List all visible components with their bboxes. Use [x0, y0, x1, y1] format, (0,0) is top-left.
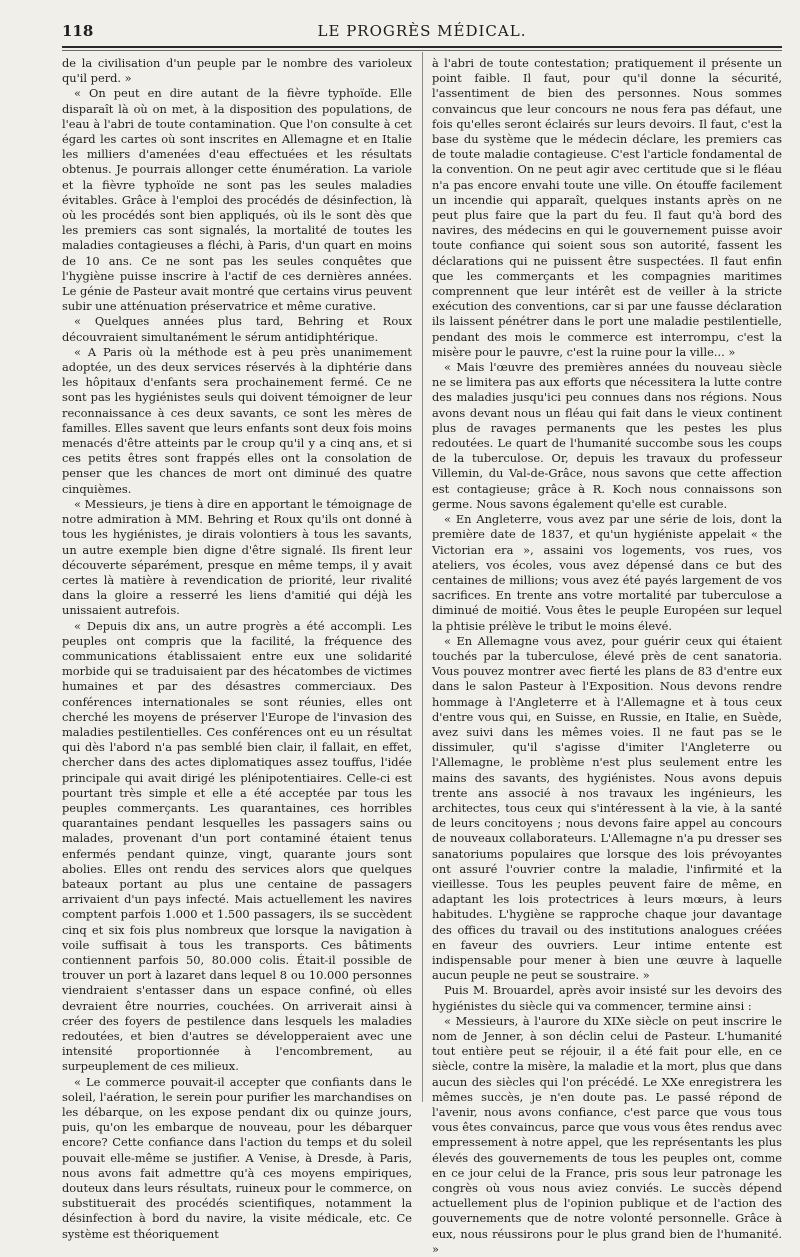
paragraph: « Depuis dix ans, un autre progrès a été accompli. Les peuples ont compris que la facilité, la fréquence des communications établissaient entre eux une solidarité morbide qui se traduisaient par des hécatombes de victimes humaines et par des désastres commerciaux. Des conférences internationales se sont réunies, elles ont cherché les moyens de préserver l'Europe de l'invasion des maladies pestilentielles. Ces conférences ont eu un résultat qui dès l'abord n'a pas semblé bien clair, il fallait, en effet, chercher dans des actes diplomatiques assez touffus, l'idée principale qui avait dirigé les plénipotentiaires. Celle-ci est pourtant très simple et elle a été acceptée par tous les peuples commerçants. Les quarantaines, ces horribles quarantaines pendant lesquelles les passagers sains ou malades, provenant d'un port contaminé étaient tenus enfermés pendant quinze, vingt, quarante jours sont abolies. Elles ont rendu des services alors que quelques bateaux portant au plus une centaine de passagers arrivaient d'un pays infecté. Mais actuellement les navires comptent parfois 1.000 et 1.500 passagers, ils se succèdent cinq et six fois plus nombreux que lorsque la navigation à voile suffisait à tous les transports. Ces bâtiments contiennent parfois 50, 80.000 colis. Était-il possible de trouver un port à lazaret dans lequel 8 ou 10.000 personnes viendraient s'entasser dans un espace confiné, où elles devraient être nourries, couchées. On arriverait ainsi à créer des foyers de pestilence dans lesquels les maladies redoutées, et bien d'autres se développeraient avec une intensité proportionnée à l'encombrement, au surpeuplement de ces milieux.: [62, 618, 412, 1074]
page-number: 118: [62, 22, 94, 40]
paragraph: « Messieurs, je tiens à dire en apportant le témoignage de notre admiration à MM. Behring et Roux qu'ils ont donné à tous les hygiénistes, je dirais volontiers à tous les savants, un autre exemple bien digne d'être signalé. Ils firent leur découverte séparément, presque en même temps, il y avait certes là matière à revendication de priorité, leur rivalité dans la gloire a resserré les liens d'amitié qui déjà les unissaient autrefois.: [62, 496, 412, 618]
header-rule: [62, 46, 782, 48]
paragraph: à l'abri de toute contestation; pratiquement il présente un point faible. Il faut, pour qu'il donne la sécurité, l'assentiment de bien des personnes. Nous sommes convaincus que leur concours ne nous fera pas défaut, une fois qu'elles seront éclairés sur leurs devoirs. Il faut, c'est la base du système que le médecin déclare, les premiers cas de toute maladie contagieuse. C'est l'article fondamental de la convention. On ne peut agir avec certitude que si le fléau n'a pas encore envahi toute une ville. On étouffe facilement un incendie qui apparaît, quelques instants après on ne peut plus faire que la part du feu. Il faut qu'à bord des navires, des médecins en qui le gouvernement puisse avoir toute confiance qui soient sous son autorité, fassent les déclarations qui ne puissent être suspectées. Il faut enfin que les commerçants et les compagnies maritimes comprennent que leur intérêt est de veiller à la stricte exécution des conventions, car si par une fausse déclaration ils laissent pénétrer dans le port une maladie pestilentielle, pendant des mois le commerce est interrompu, c'est la misère pour le pauvre, c'est la ruine pour la ville... »: [432, 56, 782, 359]
running-head: LE PROGRÈS MÉDICAL.: [317, 22, 527, 40]
left-column: [62, 56, 412, 1241]
paragraph: Puis M. Brouardel, après avoir insisté sur les devoirs des hygiénistes du siècle qui va commencer, termine ainsi :: [432, 983, 782, 1013]
paragraph: « Le commerce pouvait-il accepter que confiants dans le soleil, l'aération, le serein pour purifier les marchandises on les débarque, on les expose pendant dix ou quinze jours, puis, qu'on les embarque de nouveau, pour les débarquer encore? Cette confiance dans l'action du temps et du soleil pouvait elle-même se justifier. A Venise, à Dresde, à Paris, nous avons fait admettre qu'à ces moyens empiriques, douteux dans leurs résultats, ruineux pour le commerce, on substituerait des procédés scientifiques, notamment la désinfection à bord du navire, la visite médicale, etc. Ce système est théoriquement: [62, 1074, 412, 1241]
paragraph: « Quelques années plus tard, Behring et Roux découvraient simultanément le sérum antidiphtérique.: [62, 314, 412, 344]
paragraph: « En Angleterre, vous avez par une série de lois, dont la première date de 1837, et qu'un hygiéniste appelait « the Victorian era », assaini vos logements, vos rues, vos ateliers, vos écoles, vous avez dépensé dans ce but des centaines de millions; vous avez été payés largement de vos sacrifices. En trente ans votre mortalité par tuberculose a diminué de moitié. Vous êtes le peuple Européen sur lequel la phtisie prélève le tribut le moins élevé.: [432, 512, 782, 633]
paragraph: « A Paris où la méthode est à peu près unanimement adoptée, un des deux services réservés à la diphtérie dans les hôpitaux d'enfants sera prochainement fermé. Ce ne sont pas les hygiénistes seuls qui doivent témoigner de leur reconnaissance à ces deux savants, ce sont les mères de familles. Elles savent que leurs enfants sont deux fois moins menacés d'être atteints par le croup qu'il y a cinq ans, et si ces petits êtres sont frappés elles ont la consolation de penser que les chances de mort ont diminué des quatre cinquièmes.: [62, 344, 412, 496]
paragraph: « En Allemagne vous avez, pour guérir ceux qui étaient touchés par la tuberculose, élevé près de cent sanatoria. Vous pouvez montrer avec fierté les plans de 83 d'entre eux dans le salon Pasteur à l'Exposition. Nous devons rendre hommage à l'Angleterre et à l'Allemagne et à tous ceux d'entre vous qui, en Suisse, en Russie, en Italie, en Suède, avez suivi dans les mêmes voies. Il ne faut pas se le dissimuler, qu'il s'agisse d'imiter l'Angleterre ou l'Allemagne, le problème n'est plus seulement entre les mains des savants, des hygiénistes. Nous avons depuis trente ans associé à nos travaux les ingénieurs, les architectes, tous ceux qui s'intéressent à la vie, à la santé de leurs concitoyens ; nous devons faire appel au concours de nouveaux collaborateurs. L'Allemagne n'a pu dresser ses sanatoriums populaires que lorsque des lois prévoyantes ont assuré l'ouvrier contre la maladie, l'infirmité et la vieillesse. Tous les peuples peuvent faire de même, en adaptant les lois protectrices à leurs mœurs, à leurs habitudes. L'hygiène se rapproche chaque jour davantage des offices du travail ou des institutions analogues créées en faveur des ouvriers. Leur intime entente est indispensable pour mener à bien une œuvre à laquelle aucun peuple ne peut se soustraire. »: [432, 633, 782, 983]
page-header: [62, 22, 782, 44]
paragraph: « Messieurs, à l'aurore du XIXe siècle on peut inscrire le nom de Jenner, à son déclin celui de Pasteur. L'humanité tout entière peut se réjouir, il a été fait pour elle, en ce siècle, contre la misère, la maladie et la mort, plus que dans aucun des siècles qui l'on précédé. Le XXe enregistrera les mêmes succès, je n'en doute pas. Le passé répond de l'avenir, nous avons confiance, c'est parce que vous tous vous êtes convaincus, parce que vous vous êtes rendus avec empressement à notre appel, que les représentants les plus élevés des gouvernements de tous les peuples ont, comme en ce jour celui de la France, pris sous leur patronage les congrès où vous nous aviez conviés. Le succès dépend actuellement plus de l'opinion publique et de l'action des gouvernements que de notre volonté personnelle. Grâce à eux, nous réussirons pour le plus grand bien de l'humanité. »: [432, 1013, 782, 1256]
paragraph: « On peut en dire autant de la fièvre typhoïde. Elle disparaît là où on met, à la disposition des populations, de l'eau à l'abri de toute contamination. Que l'on consulte à cet égard les cartes où sont inscrites en Allemagne et en Italie les milliers d'amenées d'eau effectuées et les résultats obtenus. Je pourrais allonger cette énumération. La variole et la fièvre typhoïde ne sont pas les seules maladies évitables. Grâce à l'emploi des procédés de désinfection, là où les procédés sont bien appliqués, où ils le sont dès que les premiers cas sont signalés, la mortalité de toutes les maladies contagieuses a fléchi, à Paris, d'un quart en moins de 10 ans. Ce ne sont pas les seules conquêtes que l'hygiène puisse inscrire à l'actif de ces dernières années. Le génie de Pasteur avait montré que certains virus peuvent subir une atténuation préservatrice et même curative.: [62, 86, 412, 314]
column-divider: [422, 52, 423, 1102]
right-column: [432, 56, 782, 1256]
paragraph: « Mais l'œuvre des premières années du nouveau siècle ne se limitera pas aux efforts que nécessitera la lutte contre des maladies jusqu'ici peu connues dans nos régions. Nous avons devant nous un fléau qui fait dans le vieux continent plus de ravages permanents que les pestes les plus redoutées. Le quart de l'humanité succombe sous les coups de la tuberculose. Or, depuis les travaux du professeur Villemin, du Val-de-Grâce, nous savons que cette affection est contagieuse; grâce à R. Koch nous connaissons son germe. Nous savons également qu'elle est curable.: [432, 360, 782, 511]
header-rule-thin: [62, 50, 782, 51]
paragraph: de la civilisation d'un peuple par le nombre des varioleux qu'il perd. »: [62, 56, 412, 86]
